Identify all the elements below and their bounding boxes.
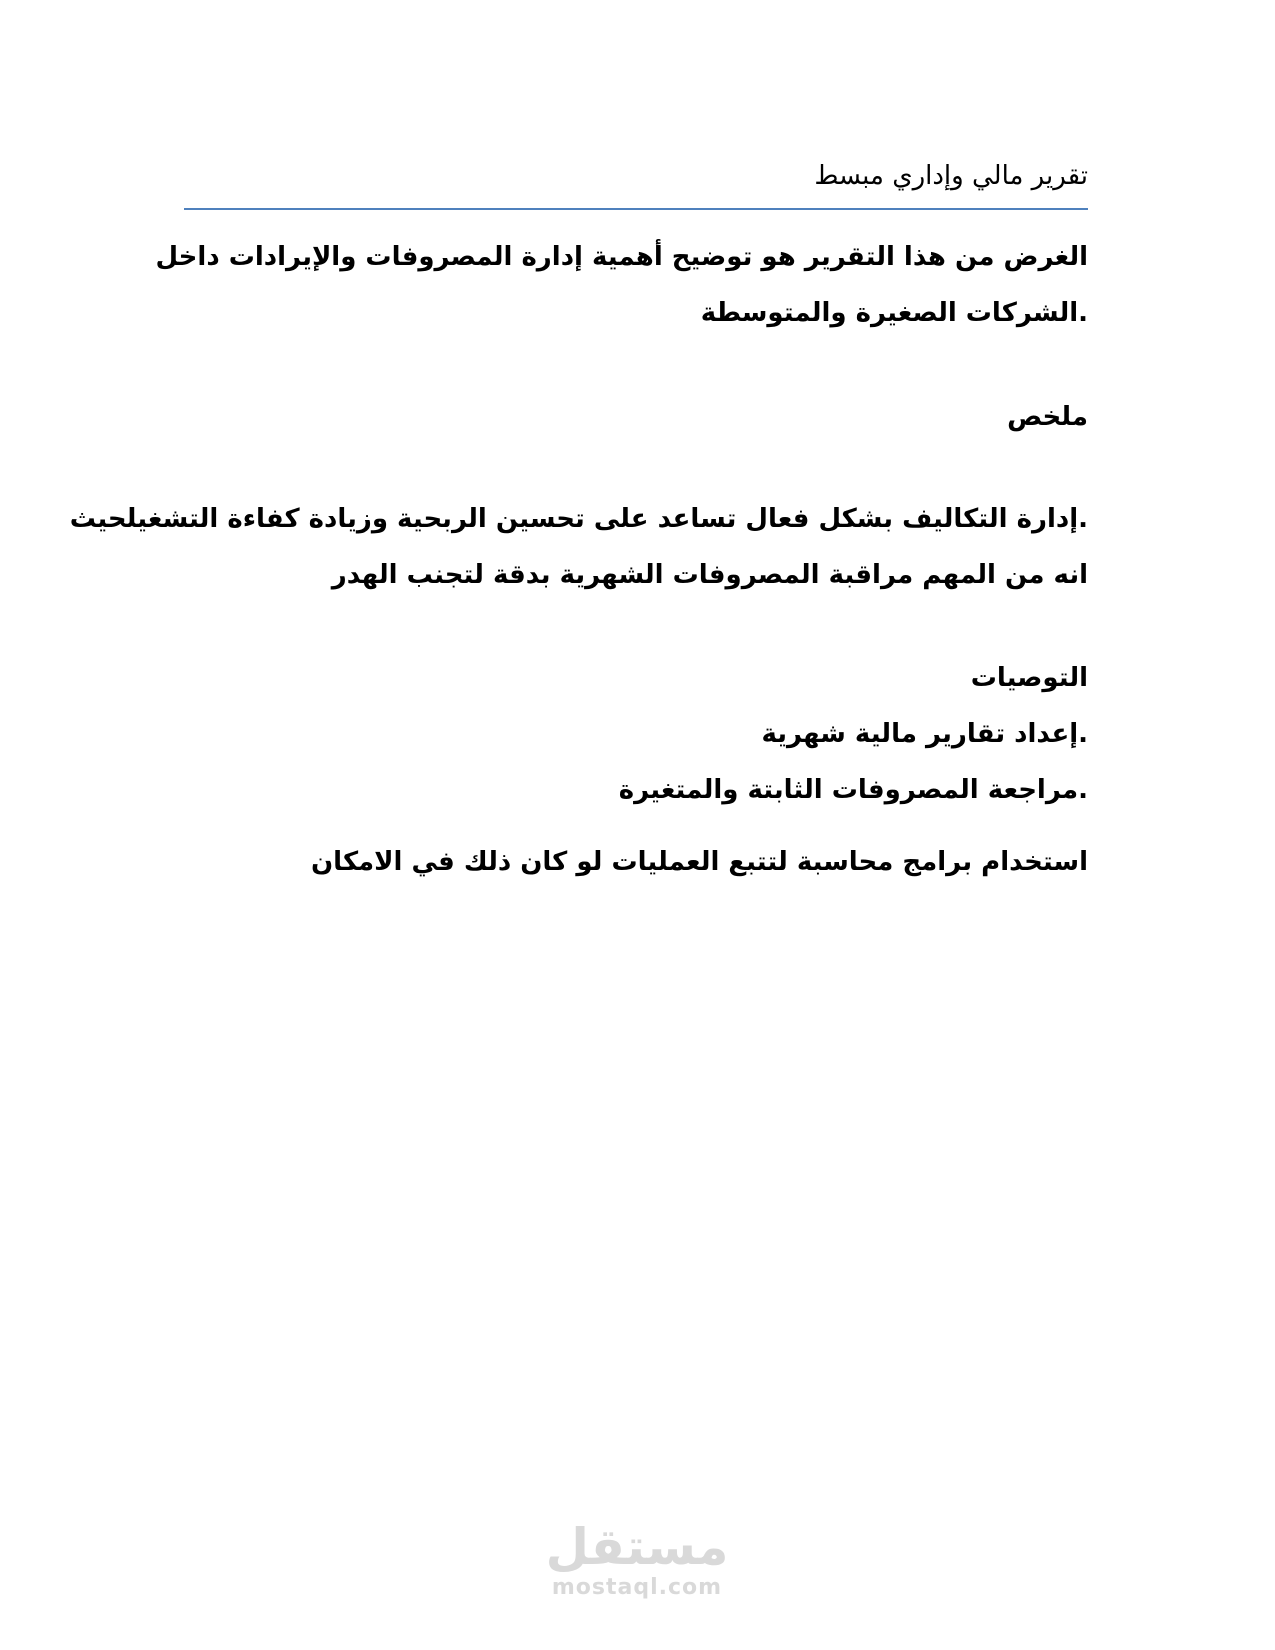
watermark-url: mostaql.com: [551, 1575, 723, 1600]
recommendation-item-1: .إعداد تقارير مالية شهرية: [761, 719, 1088, 749]
summary-line-1: .إدارة التكاليف بشكل فعال تساعد على تحسين الربحية وزيادة كفاءة التشغيلحيث: [69, 504, 1088, 534]
recommendation-item-2: .مراجعة المصروفات الثابتة والمتغيرة: [618, 775, 1088, 805]
mostaql-watermark: [537, 1518, 737, 1608]
recommendations-heading: التوصيات: [970, 663, 1088, 693]
summary-line-2: انه من المهم مراقبة المصروفات الشهرية بدقة لتجنب الهدر: [331, 560, 1088, 590]
title-divider: [184, 208, 1088, 210]
summary-heading: ملخص: [1007, 402, 1088, 432]
purpose-line-1: الغرض من هذا التقرير هو توضيح أهمية إدارة المصروفات والإيرادات داخل: [155, 242, 1088, 272]
document-title: تقرير مالي وإداري مبسط: [814, 161, 1088, 191]
watermark-logo: مستقل: [545, 1518, 729, 1576]
purpose-line-2: .الشركات الصغيرة والمتوسطة: [700, 298, 1088, 328]
recommendation-item-3: استخدام برامج محاسبة لتتبع العمليات لو كان ذلك في الامكان: [310, 847, 1088, 877]
